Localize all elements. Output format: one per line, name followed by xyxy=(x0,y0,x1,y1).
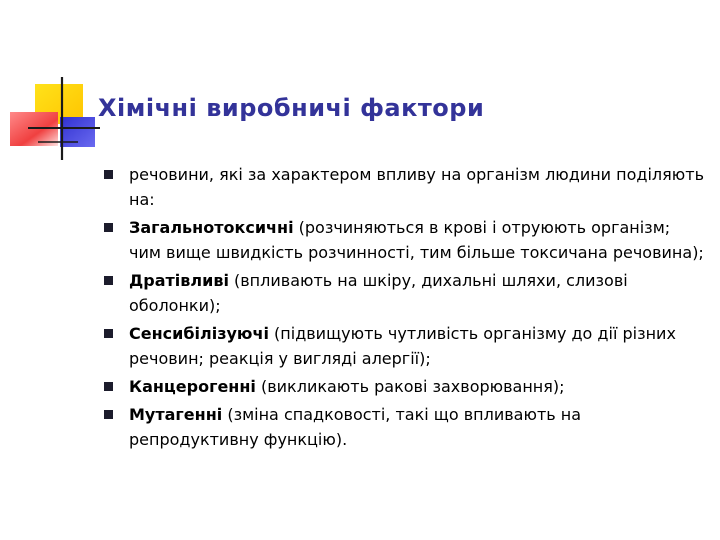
bullet-term: Канцерогенні xyxy=(129,377,256,396)
bullet-item xyxy=(104,374,704,399)
bullet-item xyxy=(104,162,704,212)
square-bullet-icon xyxy=(104,410,113,419)
bullet-text: (викликають ракові захворювання); xyxy=(255,377,565,396)
bullet-text: речовини, які за характером впливу на організм людини поділяють на: xyxy=(129,165,704,209)
bullet-text: (підвищують чутливість організму до дії різних речовин; реакція у вигляді алергії); xyxy=(129,324,676,368)
square-bullet-icon xyxy=(104,276,113,285)
bullet-text: (впливають на шкіру, дихальні шляхи, слизові оболонки); xyxy=(129,271,628,315)
bullet-item xyxy=(104,321,704,371)
bullet-item xyxy=(104,268,704,318)
bullet-list xyxy=(104,162,704,455)
square-bullet-icon xyxy=(104,223,113,232)
bullet-term: Дратівливі xyxy=(129,271,229,290)
bullet-term: Загальнотоксичні xyxy=(129,218,294,237)
bullet-term: Сенсибілізуючі xyxy=(129,324,269,343)
bullet-term: Мутагенні xyxy=(129,405,223,424)
bullet-item xyxy=(104,215,704,265)
square-bullet-icon xyxy=(104,170,113,179)
bullet-text: (зміна спадковості, такі що впливають на репродуктивну функцію). xyxy=(129,405,582,449)
decorative-color-blocks xyxy=(0,0,100,170)
bullet-item xyxy=(104,402,704,452)
square-bullet-icon xyxy=(104,382,113,391)
square-bullet-icon xyxy=(104,329,113,338)
slide-title: Хімічні виробничі фактори xyxy=(98,94,485,122)
bullet-text: (розчиняються в крові і отруюють організм; чим вище швидкість розчинності, тим більше токсичана речовина); xyxy=(129,218,704,262)
